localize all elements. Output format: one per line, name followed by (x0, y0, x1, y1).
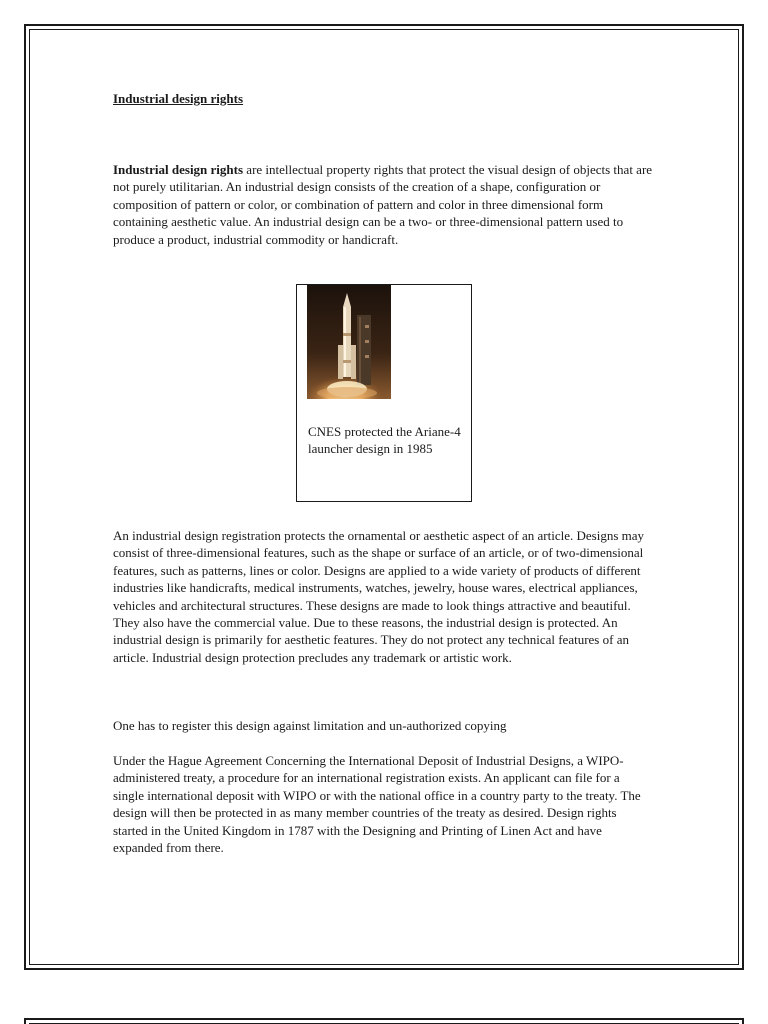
next-page-border (24, 1018, 744, 1024)
register-note-paragraph: One has to register this design against limitation and un-authorized copying (113, 718, 507, 733)
figure-frame (296, 284, 472, 502)
registration-paragraph: An industrial design registration protects the ornamental or aesthetic aspect of an article. Designs may consist of three-dimensional features, such as the shape or surface of an article, or of two-dimensional features, such as patterns, lines or color. Designs are applied to a wide variety of products of different industries like handicrafts, medical instruments, watches, jewelry, house wares, electrical appliances, vehicles and architectural structures. These designs are made to look things attractive and beautiful. They also have the commercial value. Due to these reasons, the industrial design is protected. An industrial design is primarily for aesthetic features. They do not protect any technical features of an article. Industrial design protection precludes any trademark or artistic work. (113, 528, 645, 665)
rocket-illustration (307, 285, 391, 399)
page-title: Industrial design rights (113, 91, 244, 106)
ariane-launcher-photo (307, 285, 391, 399)
intro-text: are intellectual property rights that protect the visual design of objects that are not purely utilitarian. An industrial design consists of the creation of a shape, configuration or composition of pattern or color, or combination of pattern and color in three dimensional form containing aesthetic value. An industrial design can be a two- or three-dimensional pattern used to produce a product, industrial commodity or handicraft. (113, 162, 653, 247)
figure-caption: CNES protected the Ariane-4 launcher design in 1985 (308, 424, 461, 457)
hague-agreement-paragraph: Under the Hague Agreement Concerning the International Deposit of Industrial Designs, a WIPO-administered treaty, a procedure for an international registration exists. An applicant can file for a single international deposit with WIPO or with the national office in a country party to the treaty. The design will then be protected in as many member countries of the treaty as desired. Design rights started in the United Kingdom in 1787 with the Designing and Printing of Linen Act and have expanded from there. (113, 753, 641, 856)
intro-paragraph (113, 161, 653, 248)
intro-bold-term: Industrial design rights (113, 162, 244, 177)
